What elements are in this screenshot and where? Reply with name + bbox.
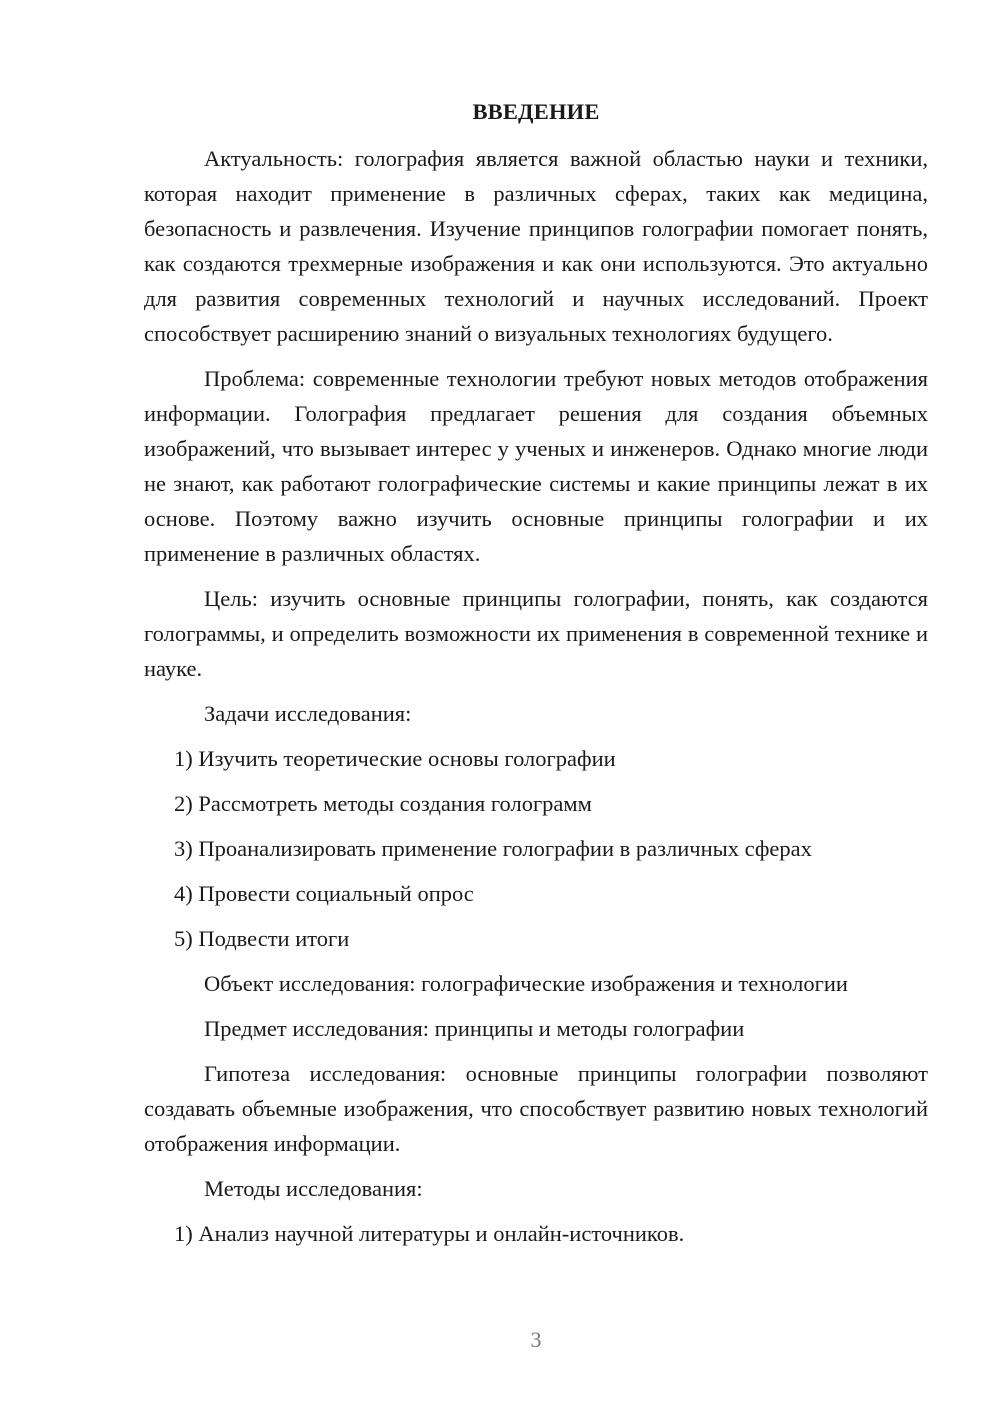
problem-paragraph: Проблема: современные технологии требуют новых методов отображения информации. Голография предлагает решения для создания объемных изображений, что вызывает интерес у ученых и инженеров. Однако многие люди не знают, как работают голографические системы и какие принципы лежат в их основе. Поэтому важно изучить основные принципы голографии и их применение в различных областях. [144, 366, 928, 566]
research-subject: Предмет исследования: принципы и методы голографии [204, 1016, 745, 1041]
task-item: 1) Изучить теоретические основы голографии [174, 746, 616, 771]
method-item: 1) Анализ научной литературы и онлайн-источников. [174, 1221, 685, 1246]
tasks-list [144, 741, 928, 956]
task-item: 4) Провести социальный опрос [174, 881, 474, 906]
research-object: Объект исследования: голографические изображения и технологии [204, 971, 848, 996]
goal-paragraph: Цель: изучить основные принципы голографии, понять, как создаются голограммы, и определить возможности их применения в современной технике и науке. [144, 586, 928, 681]
methods-list [144, 1216, 928, 1251]
hypothesis-paragraph: Гипотеза исследования: основные принципы голографии позволяют создавать объемные изображения, что способствует развитию новых технологий отображения информации. [144, 1061, 928, 1156]
relevance-paragraph: Актуальность: голография является важной областью науки и техники, которая находит применение в различных сферах, таких как медицина, безопасность и развлечения. Изучение принципов голографии помогает понять, как создаются трехмерные изображения и как они используются. Это актуально для развития современных технологий и научных исследований. Проект способствует расширению знаний о визуальных технологиях будущего. [144, 146, 928, 346]
page-title: ВВЕДЕНИЕ [472, 99, 600, 124]
task-item: 5) Подвести итоги [174, 926, 350, 951]
task-item: 3) Проанализировать применение голографии в различных сферах [174, 836, 812, 861]
methods-heading: Методы исследования: [204, 1176, 423, 1201]
task-item: 2) Рассмотреть методы создания голограмм [174, 791, 592, 816]
page-content [144, 94, 928, 1261]
page-number: 3 [530, 1327, 542, 1352]
tasks-heading: Задачи исследования: [204, 701, 412, 726]
